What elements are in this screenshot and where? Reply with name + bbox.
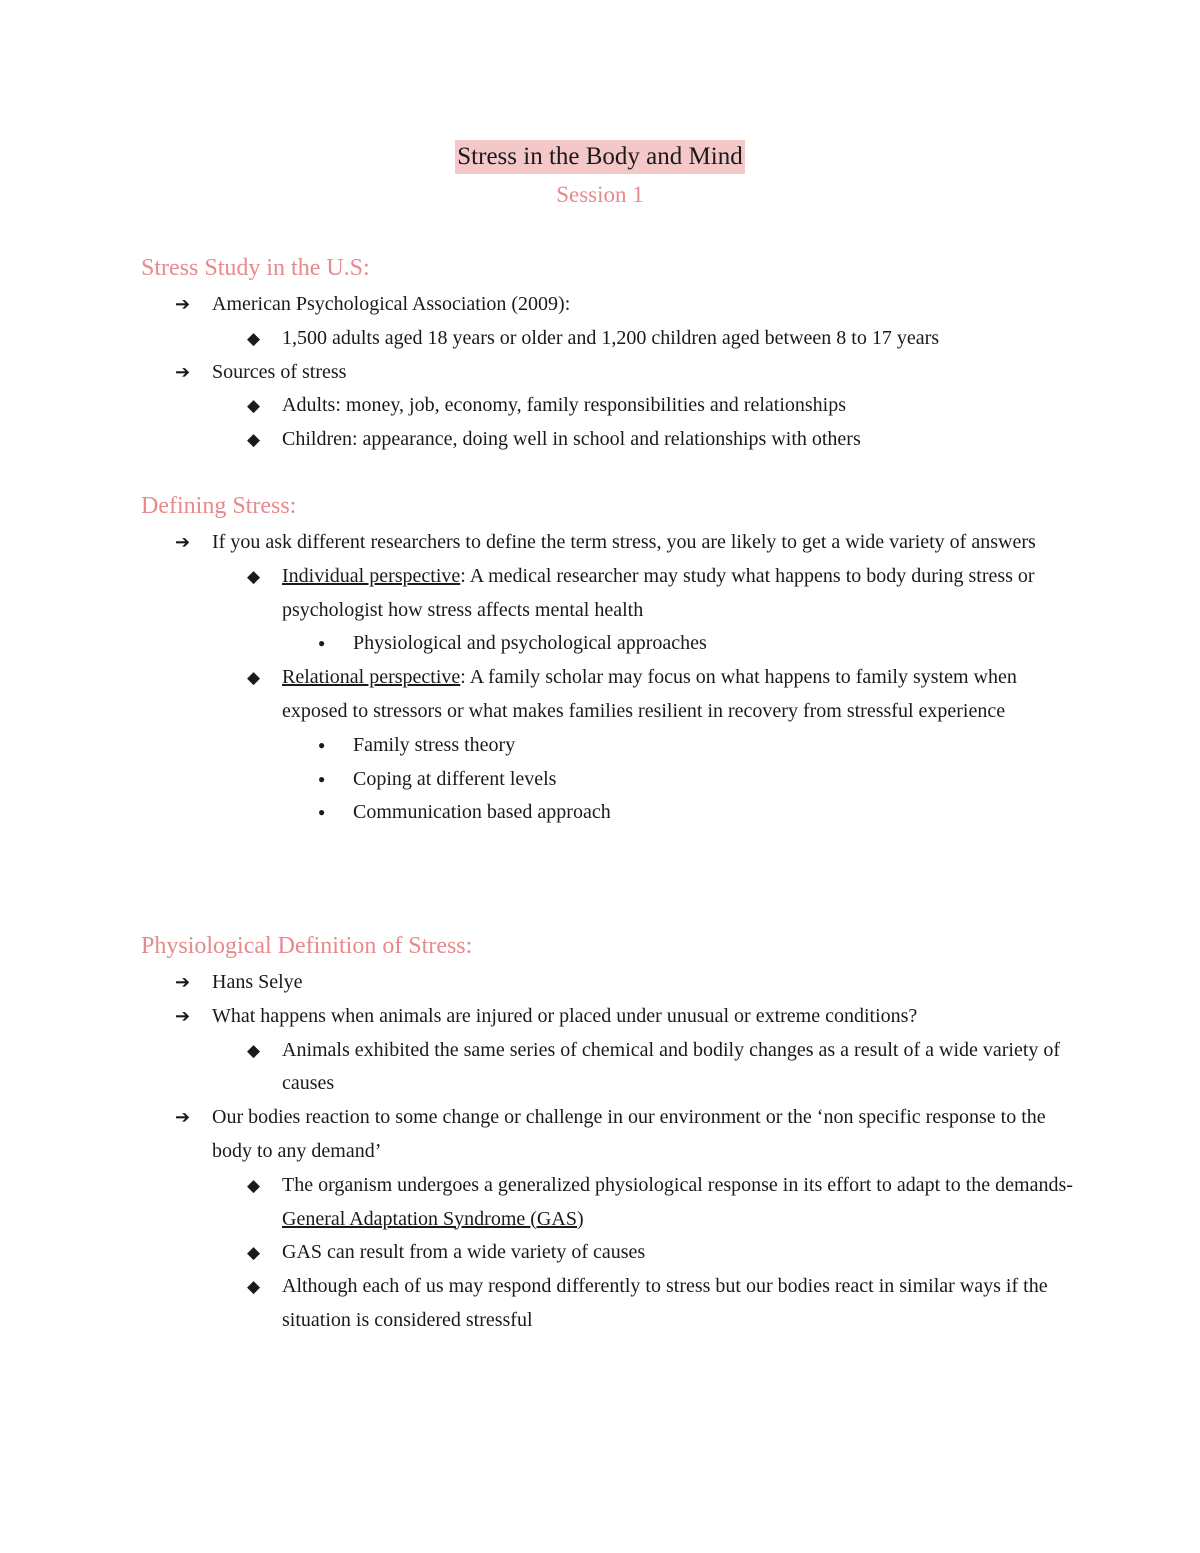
list-item: ● Family stress theory: [141, 729, 1081, 763]
section-heading: Physiological Definition of Stress:: [141, 933, 473, 959]
arrow-icon: ➔: [175, 361, 191, 382]
list-item: ➔ Sources of stress: [141, 356, 1081, 390]
diamond-bullet-icon: ◆: [247, 668, 261, 688]
underlined-term: Relational perspective: [282, 666, 461, 689]
diamond-bullet-icon: ◆: [247, 1175, 261, 1195]
list-item: ◆ Relational perspective: A family scholar may focus on what happens to family system when exposed to stressors or what makes families resilient in recovery from stressful experience: [141, 661, 1081, 729]
list-item: ● Coping at different levels: [141, 763, 1081, 797]
diamond-bullet-icon: ◆: [247, 1277, 261, 1297]
arrow-icon: ➔: [175, 532, 191, 552]
arrow-icon: ➔: [175, 294, 191, 314]
arrow-icon: ➔: [175, 972, 191, 992]
list-item: ➔ If you ask different researchers to define the term stress, you are likely to get a wide variety of answers: [141, 526, 1081, 560]
page-title: Stress in the Body and Mind: [455, 140, 744, 174]
list-item: ◆ Children: appearance, doing well in school and relationships with others: [141, 423, 1081, 457]
section-defining-stress: [141, 490, 1081, 830]
section-heading: Stress Study in the U.S:: [141, 255, 370, 281]
section-physiological-definition: [141, 930, 1081, 1338]
list-item: ➔ What happens when animals are injured or placed under unusual or extreme conditions?: [141, 1000, 1081, 1034]
diamond-bullet-icon: ◆: [247, 1040, 261, 1060]
list-item: ● Physiological and psychological approaches: [141, 627, 1081, 661]
diamond-bullet-icon: ◆: [247, 396, 261, 416]
diamond-bullet-icon: ◆: [247, 328, 261, 348]
round-bullet-icon: ●: [318, 636, 326, 651]
title-block: [0, 140, 1200, 210]
list-item: ➔ Hans Selye: [141, 966, 1081, 1000]
underlined-term: Individual perspective: [282, 564, 461, 587]
list-item: ➔ American Psychological Association (2009):: [141, 288, 1081, 322]
list-item: ◆ Although each of us may respond differently to stress but our bodies react in similar ways if the situation is considered stressful: [141, 1270, 1081, 1338]
list-item: ● Communication based approach: [141, 796, 1081, 830]
arrow-icon: ➔: [175, 1005, 191, 1026]
underlined-term: General Adaptation Syndrome (GAS): [282, 1207, 584, 1230]
section-stress-study: [141, 252, 1081, 457]
page-subtitle: Session 1: [556, 182, 644, 207]
diamond-bullet-icon: ◆: [247, 566, 261, 586]
round-bullet-icon: ●: [318, 805, 326, 820]
list-item: ➔ Our bodies reaction to some change or challenge in our environment or the ‘non specific response to the body to any demand’: [141, 1101, 1081, 1169]
list-item: ◆ Adults: money, job, economy, family responsibilities and relationships: [141, 389, 1081, 423]
diamond-bullet-icon: ◆: [247, 430, 261, 450]
arrow-icon: ➔: [175, 1107, 191, 1128]
round-bullet-icon: ●: [318, 771, 326, 786]
list-item: ◆ The organism undergoes a generalized physiological response in its effort to adapt to the demands- General Adaptation Syndrome (GAS): [141, 1169, 1081, 1237]
list-item: ◆ 1,500 adults aged 18 years or older and 1,200 children aged between 8 to 17 years: [141, 322, 1081, 356]
list-item: ◆ Individual perspective: A medical researcher may study what happens to body during stress or psychologist how stress affects mental health: [141, 560, 1081, 628]
list-item: ◆ GAS can result from a wide variety of causes: [141, 1236, 1081, 1270]
list-item: ◆ Animals exhibited the same series of chemical and bodily changes as a result of a wide variety of causes: [141, 1034, 1081, 1102]
section-heading: Defining Stress:: [141, 493, 297, 519]
round-bullet-icon: ●: [318, 737, 326, 752]
diamond-bullet-icon: ◆: [247, 1243, 261, 1263]
